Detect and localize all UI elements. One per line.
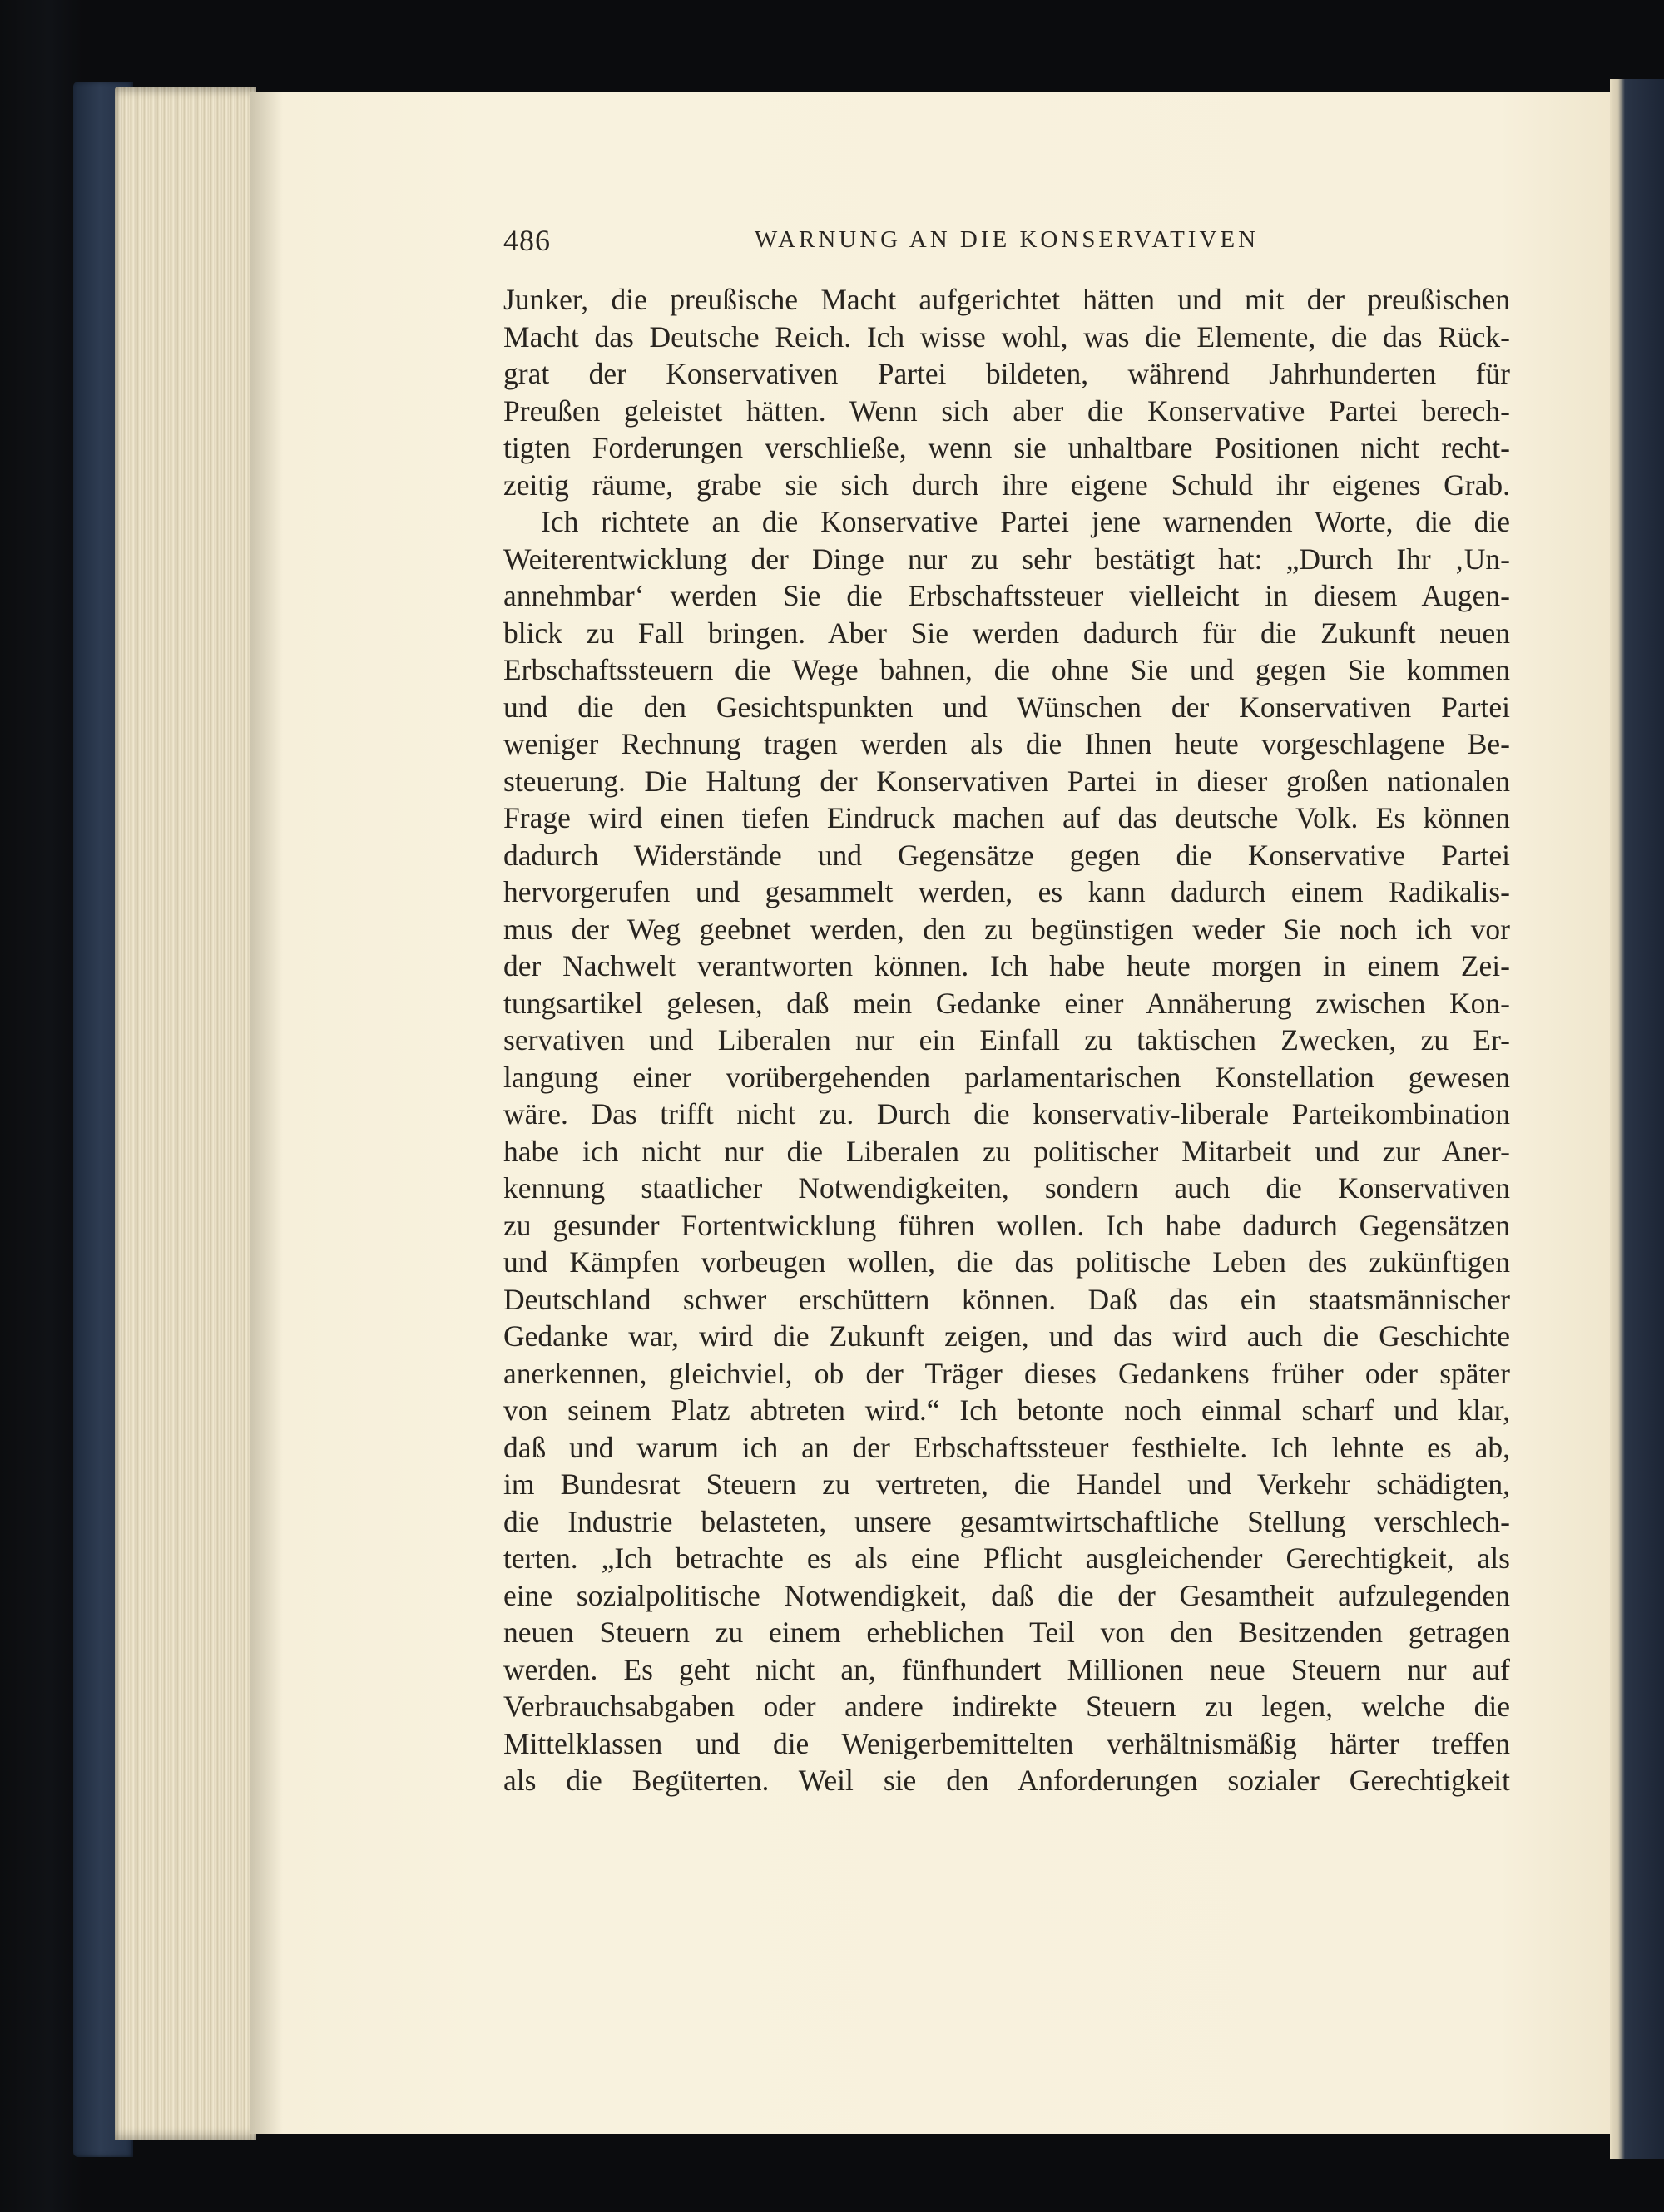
text-line: Junker, die preußische Macht aufgerichtet hätten und mit der preußischen <box>503 283 1510 316</box>
text-line: zu gesunder Fortentwicklung führen wollen. Ich habe dadurch Gegensätzen <box>503 1208 1510 1242</box>
text-line: Verbrauchsabgaben oder andere indirekte Steuern zu legen, welche die <box>503 1690 1510 1723</box>
text-line: mus der Weg geebnet werden, den zu begünstigen weder Sie noch ich vor <box>503 912 1510 946</box>
text-line: Gedanke war, wird die Zukunft zeigen, und das wird auch die Geschichte <box>503 1319 1510 1353</box>
text-line: tigten Forderungen verschließe, wenn sie unhaltbare Positionen nicht recht- <box>503 431 1510 464</box>
text-line: und die den Gesichtspunkten und Wünschen der Konservativen Partei <box>503 690 1510 724</box>
page-edges <box>115 87 256 2140</box>
text-line: kennung staatlicher Notwendigkeiten, sondern auch die Konservativen <box>503 1171 1510 1205</box>
text-line: habe ich nicht nur die Liberalen zu politischer Mitarbeit und zur Aner- <box>503 1134 1510 1168</box>
text-line: Frage wird einen tiefen Eindruck machen auf das deutsche Volk. Es können <box>503 801 1510 834</box>
text-line: grat der Konservativen Partei bildeten, während Jahrhunderten für <box>503 357 1510 390</box>
text-line: eine sozialpolitische Notwendigkeit, daß die der Gesamtheit aufzulegenden <box>503 1578 1510 1612</box>
page-number: 486 <box>503 224 551 257</box>
text-line: annehmbar‘ werden Sie die Erbschaftssteuer vielleicht in diesem Augen- <box>503 579 1510 612</box>
text-line: daß und warum ich an der Erbschaftssteuer festhielte. Ich lehnte es ab, <box>503 1430 1510 1464</box>
text-line: Preußen geleistet hätten. Wenn sich aber die Konservative Partei berech- <box>503 393 1510 428</box>
text-line: und Kämpfen vorbeugen wollen, die das politische Leben des zukünftigen <box>503 1245 1510 1279</box>
text-line: steuerung. Die Haltung der Konservativen Partei in dieser großen nationalen <box>503 764 1510 798</box>
text-line: im Bundesrat Steuern zu vertreten, die Handel und Verkehr schädigten, <box>503 1467 1510 1501</box>
text-line: Macht das Deutsche Reich. Ich wisse wohl, was die Elemente, die das Rück- <box>503 319 1510 354</box>
text-line: tungsartikel gelesen, daß mein Gedanke einer Annäherung zwischen Kon- <box>503 986 1510 1020</box>
text-line: blick zu Fall bringen. Aber Sie werden dadurch für die Zukunft neuen <box>503 616 1510 650</box>
text-line: neuen Steuern zu einem erheblichen Teil von den Besitzenden getragen <box>503 1616 1510 1649</box>
text-line: anerkennen, gleichviel, ob der Träger dieses Gedankens früher oder später <box>503 1356 1510 1390</box>
text-line: die Industrie belasteten, unsere gesamtwirtschaftliche Stellung verschlech- <box>503 1504 1510 1538</box>
text-line: werden. Es geht nicht an, fünfhundert Millionen neue Steuern nur auf <box>503 1652 1510 1686</box>
text-line: Deutschland schwer erschüttern können. Daß das ein staatsmännischer <box>503 1282 1510 1316</box>
text-line: langung einer vorübergehenden parlamentarischen Konstellation gewesen <box>503 1060 1510 1094</box>
text-line: terten. „Ich betrachte es als eine Pflicht ausgleichender Gerechtigkeit, als <box>503 1541 1510 1575</box>
book-cover-right <box>1610 79 1664 2159</box>
text-line: Mittelklassen und die Wenigerbemittelten verhältnismäßig härter treffen <box>503 1726 1510 1760</box>
text-line: zeitig räume, grabe sie sich durch ihre eigene Schuld ihr eigenes Grab. <box>503 468 1510 502</box>
text-line: Ich richtete an die Konservative Partei jene warnenden Worte, die die <box>541 505 1510 538</box>
text-line: Erbschaftssteuern die Wege bahnen, die ohne Sie und gegen Sie kommen <box>503 653 1510 686</box>
text-line: Weiterentwicklung der Dinge nur zu sehr bestätigt hat: „Durch Ihr ‚Un- <box>503 542 1510 576</box>
text-line: der Nachwelt verantworten können. Ich habe heute morgen in einem Zei- <box>503 949 1510 982</box>
text-line: hervorgerufen und gesammelt werden, es kann dadurch einem Radikalis- <box>503 875 1510 908</box>
text-line: servativen und Liberalen nur ein Einfall zu taktischen Zwecken, zu Er- <box>503 1023 1510 1057</box>
body-text <box>503 281 1510 1799</box>
page-header <box>503 223 1510 263</box>
text-line: wäre. Das trifft nicht zu. Durch die konservativ-liberale Parteikombination <box>503 1097 1510 1131</box>
text-line: als die Begüterten. Weil sie den Anforderungen sozialer Gerechtigkeit <box>503 1764 1510 1797</box>
text-line: weniger Rechnung tragen werden als die Ihnen heute vorgeschlagene Be- <box>503 727 1510 760</box>
text-line: von seinem Platz abtreten wird.“ Ich betonte noch einmal scharf und klar, <box>503 1393 1510 1427</box>
running-title: WARNUNG AN DIE KONSERVATIVEN <box>754 226 1260 253</box>
text-line: dadurch Widerstände und Gegensätze gegen die Konservative Partei <box>503 838 1510 872</box>
gutter-shadow <box>250 92 283 2134</box>
